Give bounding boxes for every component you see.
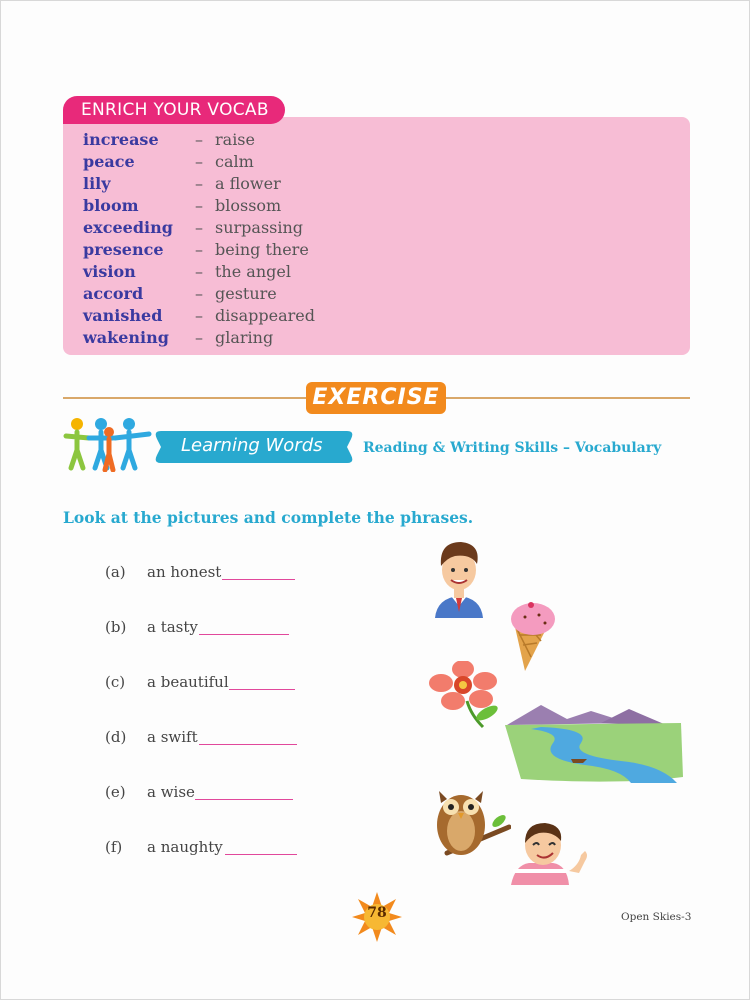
answer-blank[interactable] xyxy=(222,579,295,580)
phrase-text: a wise xyxy=(147,783,195,801)
answer-blank[interactable] xyxy=(225,854,297,855)
exercise-badge: EXERCISE xyxy=(306,382,446,414)
page-number: 78 xyxy=(367,905,387,921)
vocab-dash: – xyxy=(195,328,203,347)
owl-picture xyxy=(427,781,511,863)
phrase-letter: (d) xyxy=(105,728,127,746)
phrase-text: a naughty xyxy=(147,838,223,856)
phrase-letter: (a) xyxy=(105,563,126,581)
exercise-instruction: Look at the pictures and complete the phrases. xyxy=(63,508,474,527)
vocab-word: bloom xyxy=(83,196,139,215)
vocab-meaning: gesture xyxy=(215,284,277,303)
vocab-dash: – xyxy=(195,174,203,193)
river-picture xyxy=(501,703,686,785)
book-title-footer: Open Skies-3 xyxy=(621,911,692,923)
answer-blank[interactable] xyxy=(195,799,293,800)
vocab-dash: – xyxy=(195,240,203,259)
vocab-dash: – xyxy=(195,262,203,281)
phrase-letter: (e) xyxy=(105,783,126,801)
vocab-meaning: glaring xyxy=(215,328,274,347)
vocab-dash: – xyxy=(195,284,203,303)
vocab-meaning: surpassing xyxy=(215,218,304,237)
vocab-word: increase xyxy=(83,130,159,149)
vocab-dash: – xyxy=(195,196,203,215)
answer-blank[interactable] xyxy=(229,689,295,690)
flower-picture xyxy=(427,661,509,729)
vocab-meaning: raise xyxy=(215,130,255,149)
vocab-meaning: disappeared xyxy=(215,306,315,325)
phrase-letter: (c) xyxy=(105,673,126,691)
phrase-text: a tasty xyxy=(147,618,198,636)
naughty-boy-picture xyxy=(509,819,601,891)
vocab-word: wakening xyxy=(83,328,169,347)
vocab-word: vision xyxy=(83,262,136,281)
ice-cream-picture xyxy=(501,597,561,671)
phrase-text: an honest xyxy=(147,563,222,581)
phrase-text: a swift xyxy=(147,728,198,746)
vocab-word: vanished xyxy=(83,306,163,325)
skills-caption: Reading & Writing Skills – Vocabulary xyxy=(363,440,662,456)
vocab-word: accord xyxy=(83,284,144,303)
vocab-meaning: a flower xyxy=(215,174,281,193)
vocab-dash: – xyxy=(195,306,203,325)
answer-blank[interactable] xyxy=(199,744,297,745)
vocab-dash: – xyxy=(195,152,203,171)
phrase-letter: (f) xyxy=(105,838,123,856)
vocab-word: lily xyxy=(83,174,111,193)
vocab-dash: – xyxy=(195,218,203,237)
vocab-word: presence xyxy=(83,240,164,259)
vocab-meaning: blossom xyxy=(215,196,282,215)
vocab-word: exceeding xyxy=(83,218,173,237)
vocab-meaning: calm xyxy=(215,152,254,171)
phrase-letter: (b) xyxy=(105,618,127,636)
vocab-meaning: being there xyxy=(215,240,309,259)
vocab-meaning: the angel xyxy=(215,262,291,281)
learning-words-label: Learning Words xyxy=(181,435,323,456)
phrase-text: a beautiful xyxy=(147,673,229,691)
vocab-word: peace xyxy=(83,152,135,171)
vocab-title: ENRICH YOUR VOCAB xyxy=(63,96,285,124)
vocab-dash: – xyxy=(195,130,203,149)
man-picture xyxy=(429,536,489,618)
answer-blank[interactable] xyxy=(199,634,289,635)
people-group-icon xyxy=(63,416,153,472)
